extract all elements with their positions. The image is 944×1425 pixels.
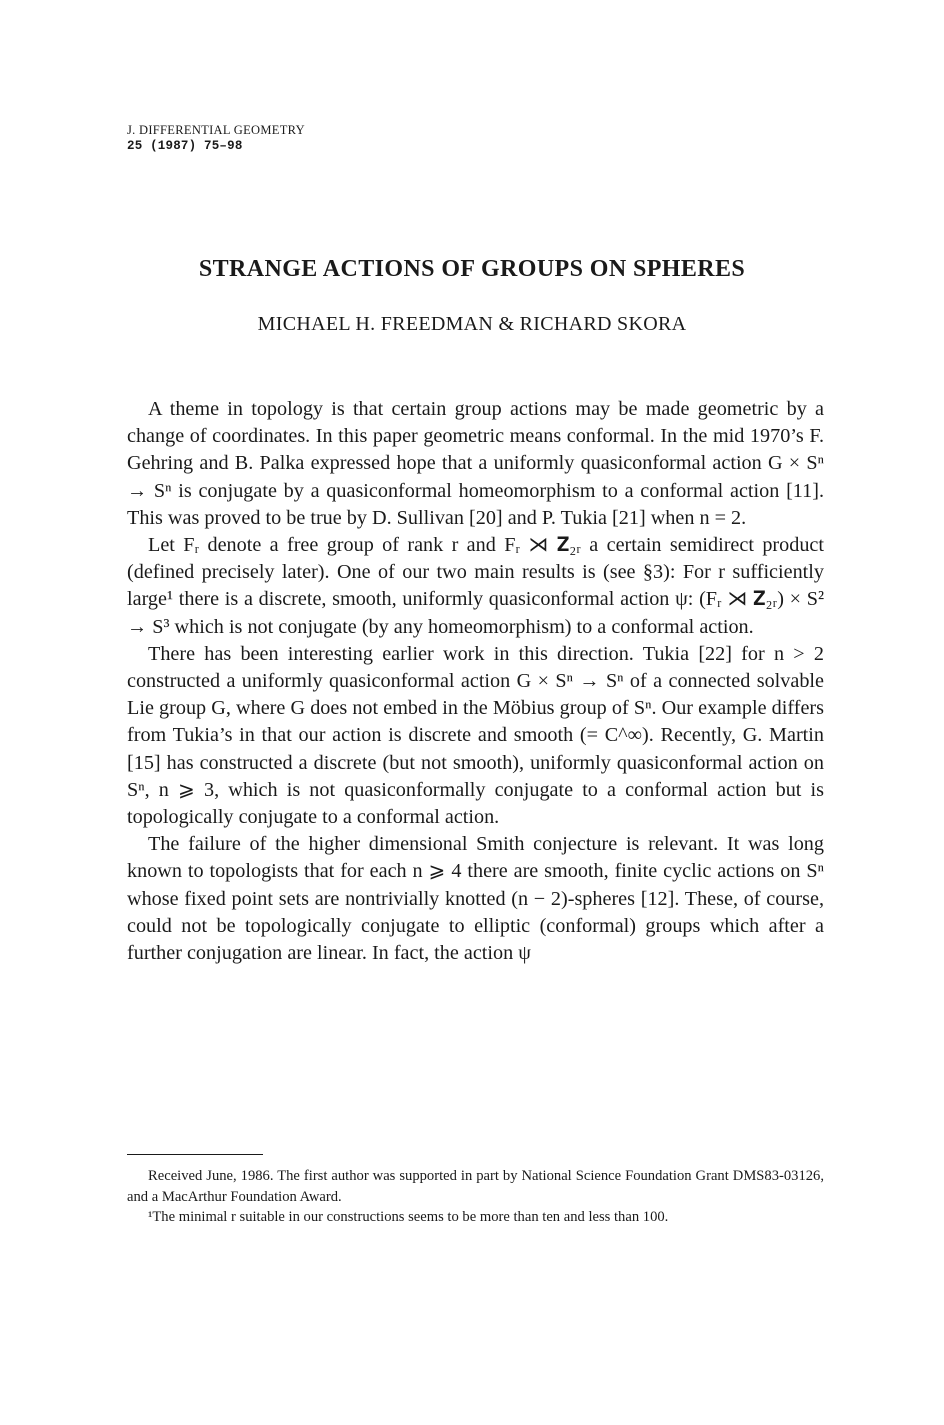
paper-authors: MICHAEL H. FREEDMAN & RICHARD SKORA: [257, 313, 687, 335]
journal-name: J. DIFFERENTIAL GEOMETRY: [127, 123, 305, 137]
footnotes: [127, 1166, 824, 1228]
paragraph-1: A theme in topology is that certain group actions may be made geometric by a change of coordinates. In this paper geometric means conformal. In the mid 1970’s F. Gehring and B. Palka expressed hope that a uniformly quasiconformal action G × Sⁿ → Sⁿ is conjugate by a quasiconformal homeomorphism to a conformal action [11]. This was proved to be true by D. Sullivan [20] and P. Tukia [21] when n = 2.: [127, 398, 824, 529]
paragraph-4: The failure of the higher dimensional Smith conjecture is relevant. It was long known to topologists that for each n ⩾ 4 there are smooth, finite cyclic actions on Sⁿ whose fixed point sets are nontrivially knotted (n − 2)-spheres [12]. These, of course, could not be topologically conjugate to elliptic (conformal) groups which after a further conjugation are linear. In fact, the action ψ: [127, 833, 824, 965]
paragraph-2: Let Fᵣ denote a free group of rank r and Fᵣ ⋊ 𝐙₂ᵣ a certain semidirect product (defined precisely later). One of our two main results is (see §3): For r sufficiently large¹ there is a discrete, smooth, uniformly quasiconformal action ψ: (Fᵣ ⋊ 𝐙₂ᵣ) × S² → S³ which is not conjugate (by any homeomorphism) to a conformal action.: [127, 534, 824, 638]
footnote-received: Received June, 1986. The first author was supported in part by National Science Foundation Grant DMS83-03126, and a MacArthur Foundation Award.: [127, 1168, 824, 1205]
paragraph-3: There has been interesting earlier work in this direction. Tukia [22] for n > 2 constructed a uniformly quasiconformal action G × Sⁿ → Sⁿ of a connected solvable Lie group G, where G does not embed in the Möbius group of Sⁿ. Our example differs from Tukia’s in that our action is discrete and smooth (= C^∞). Recently, G. Martin [15] has constructed a discrete (but not smooth), uniformly quasiconformal action on Sⁿ, n ⩾ 3, which is not quasiconformally conjugate to a conformal action but is topologically conjugate to a conformal action.: [127, 642, 824, 829]
journal-header: [127, 122, 305, 154]
paper-title: STRANGE ACTIONS OF GROUPS ON SPHERES: [198, 256, 746, 282]
journal-volume: 25 (1987) 75–98: [127, 139, 243, 153]
footnote-rule: [127, 1154, 263, 1155]
body-text: [127, 396, 824, 967]
footnote-1: ¹The minimal r suitable in our constructions seems to be more than ten and less than 100.: [148, 1209, 669, 1225]
